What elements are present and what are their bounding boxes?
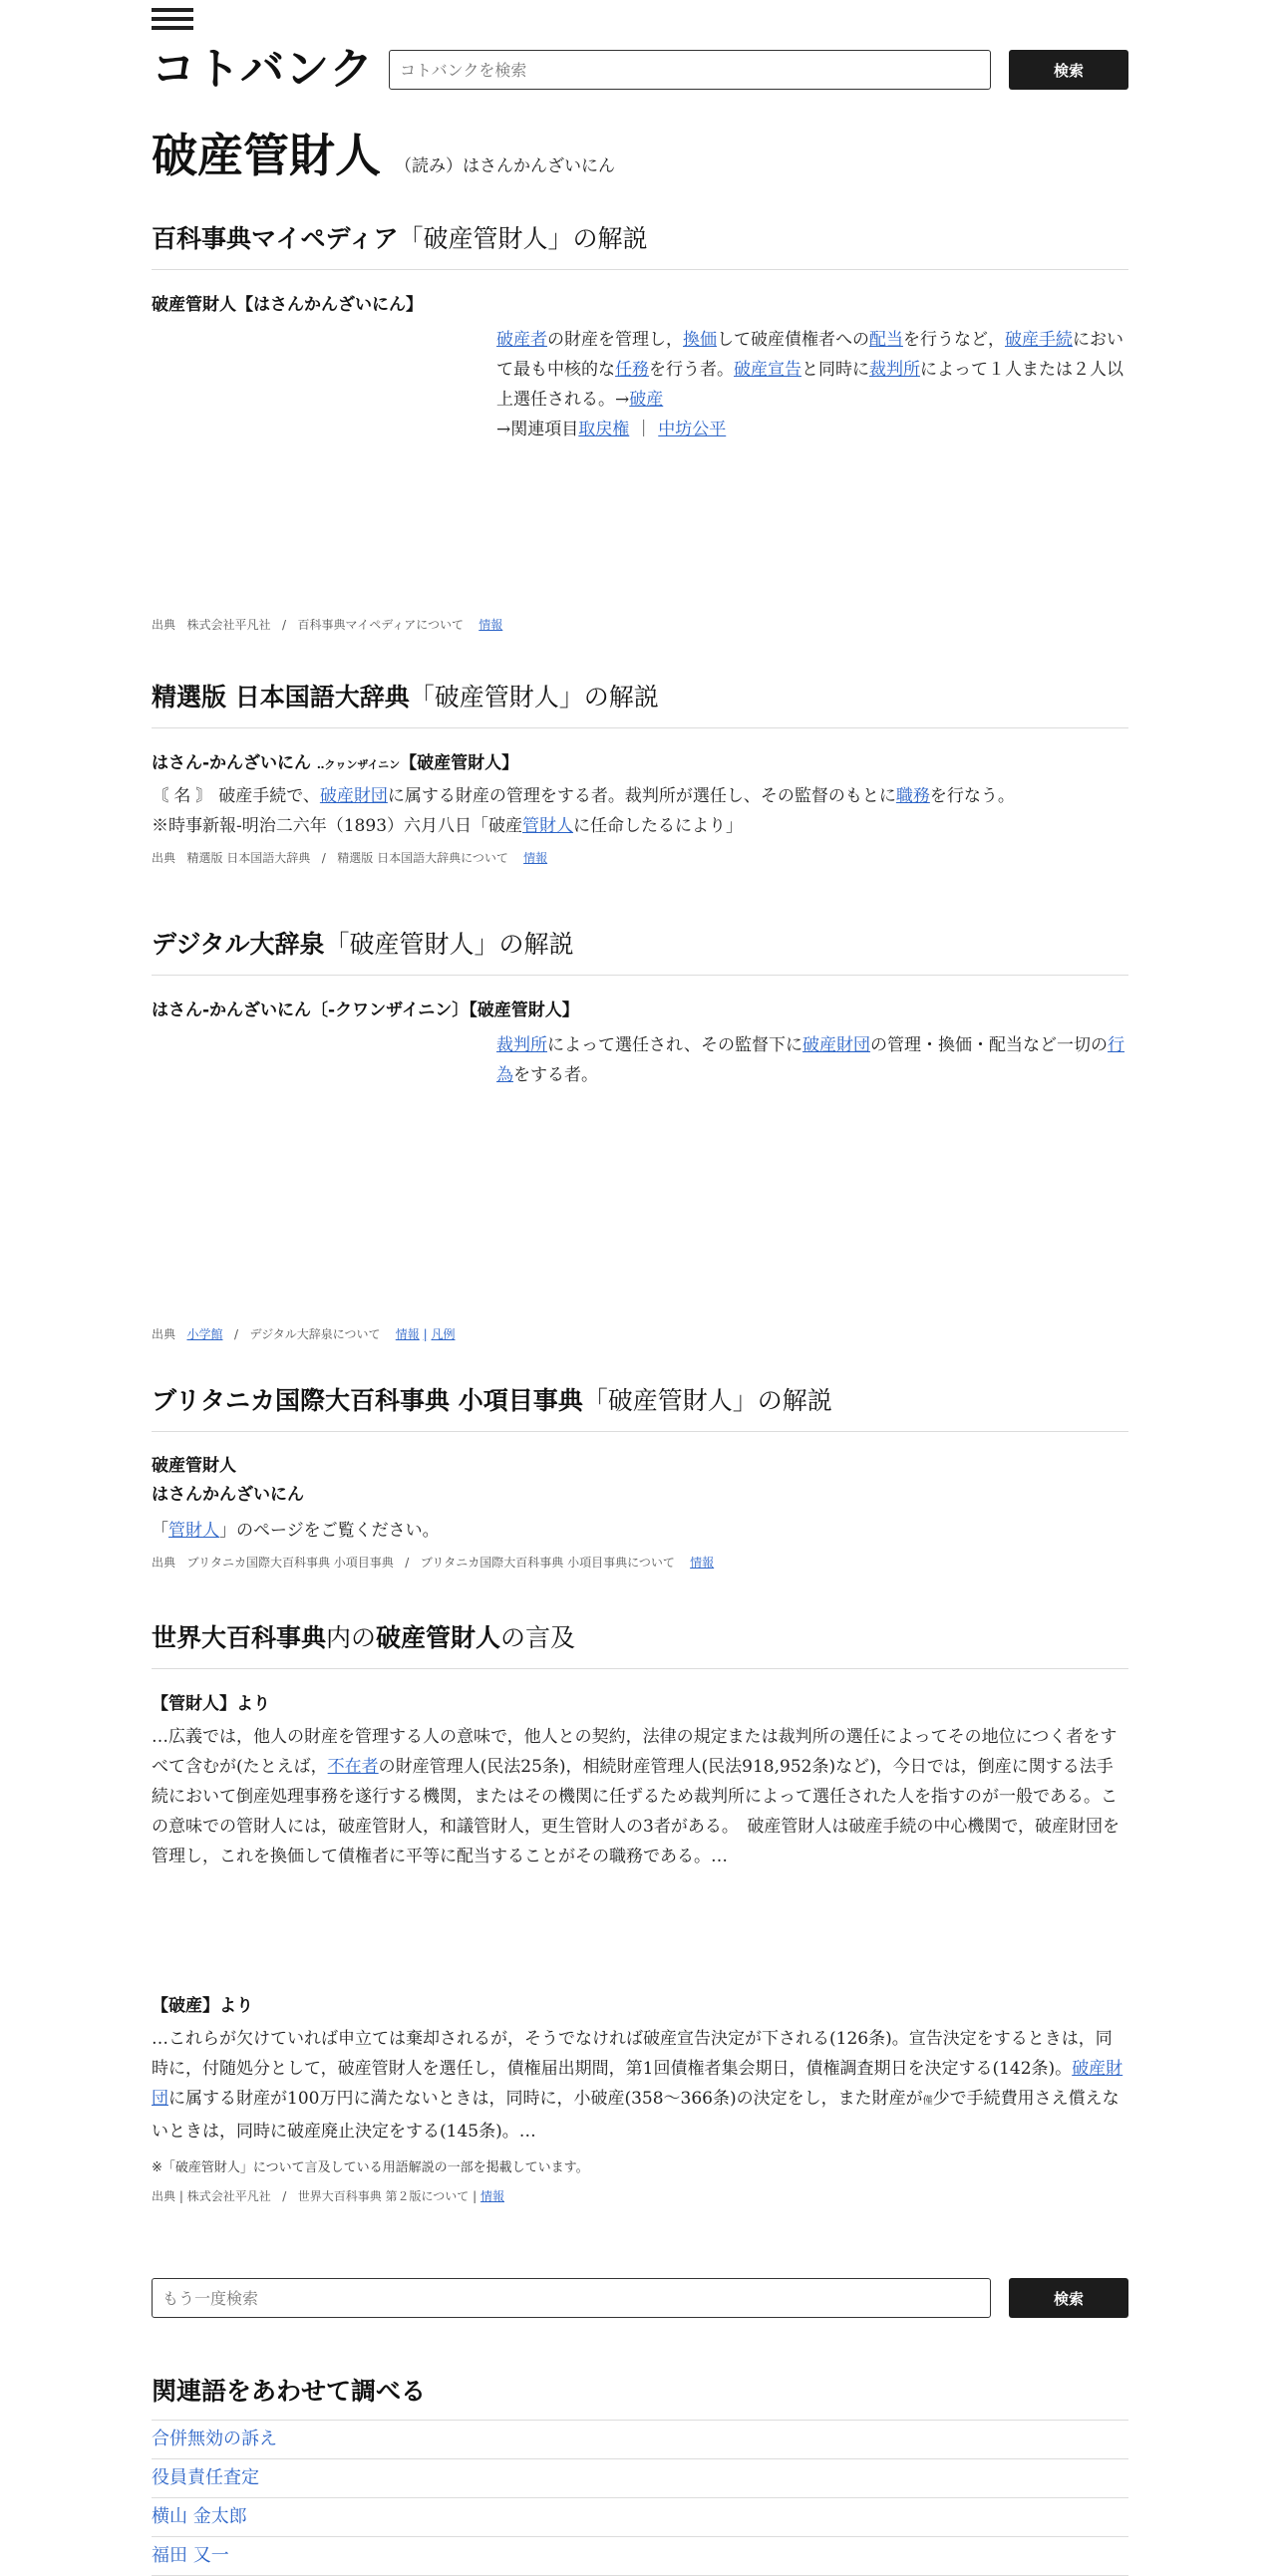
- section-daijisen: [152, 925, 1128, 1342]
- link-kanzainin[interactable]: 管財人: [168, 1521, 219, 1541]
- link-nakabo-kohei[interactable]: 中坊公平: [658, 420, 727, 439]
- reference-heading: 【管財人】より: [152, 1694, 270, 1714]
- related-title: 関連語をあわせて調べる: [152, 2372, 1128, 2421]
- entry-heading: 破産管財人【はさんかんざいにん】: [152, 295, 423, 315]
- related-link[interactable]: 福田 又一: [152, 2545, 229, 2566]
- link-hasan[interactable]: 破産: [629, 390, 664, 410]
- link-hasan-sengen[interactable]: 破産宣告: [734, 360, 801, 380]
- section-nikkoku: [152, 678, 1128, 866]
- source-line: 出典 ブリタニカ国際大百科事典 小項目事典 / ブリタニカ国際大百科事典 小項目事典について 情報: [152, 1556, 715, 1570]
- related-item: [152, 2498, 1128, 2537]
- section-title: 精選版 日本国語大辞典「破産管財人」の解説: [152, 678, 1128, 728]
- entry-heading: 破産管財人 はさんかんざいにん: [152, 1456, 304, 1505]
- link-hasansha[interactable]: 破産者: [496, 330, 547, 350]
- related-item: [152, 2421, 1128, 2459]
- related-link[interactable]: 役員責任査定: [152, 2467, 259, 2488]
- reference-heading: 【破産】より: [152, 1996, 253, 2016]
- section-title: 百科事典マイペディア「破産管財人」の解説: [152, 219, 1128, 270]
- source-line: 出典 | 株式会社平凡社 / 世界大百科事典 第２版について | 情報: [152, 2189, 504, 2203]
- entry-heading: はさん‐かんざいにん ‥クヮンザイニン【破産管財人】: [152, 753, 519, 773]
- entry-body: 裁判所によって選任され、その監督下に破産財団の管理・換価・配当など一切の行為をする者。: [496, 1035, 1125, 1085]
- info-link[interactable]: 情報: [480, 2189, 504, 2203]
- reference-body: …これらが欠けていれば申立ては棄却されるが，そうでなければ破産宣告決定が下される(126条)。宣告決定をするときは，同時に，付随処分として，破産管財人を選任し，債権届出期間，第1回債権者集会期日，債権調査期日を決定する(142条)。破産財団に属する財産が100万円に満たないときは，同時に，小破産(358～366条)の決定をし，また財産が僅少で手続費用さえ償えないときは，同時に破産廃止決定をする(145条)。…: [152, 2029, 1123, 2142]
- search-button[interactable]: 検索: [1009, 50, 1128, 90]
- term-word: 破産管財人: [152, 129, 381, 182]
- section-title: デジタル大辞泉「破産管財人」の解説: [152, 925, 1128, 976]
- section-britannica: [152, 1381, 1128, 1571]
- term-reading: （読み）はさんかんざいにん: [395, 156, 615, 176]
- section-title: 世界大百科事典内の破産管財人の言及: [152, 1618, 1128, 1669]
- search-again-button[interactable]: 検索: [1009, 2278, 1128, 2318]
- related-item: [152, 2459, 1128, 2498]
- link-hasan-tetsuzuki[interactable]: 破産手続: [1005, 330, 1073, 350]
- entry-body: 〘 名 〙 破産手続で、破産財団に属する財産の管理をする者。裁判所が選任し、その監督のもとに職務を行なう。 ※時事新報‐明治二六年（1893）六月八日「破産管財人に任命したるにより」: [152, 786, 1015, 836]
- menu-icon[interactable]: [152, 8, 193, 30]
- reference-body: …広義では，他人の財産を管理する人の意味で，他人との契約，法律の規定または裁判所の選任によってその地位につく者をすべて含むが(たとえば，不在者の財産管理人(民法25条)，相続財産管理人(民法918,952条)など)，今日では，倒産に関する法手続において倒産処理事務を遂行する機関，またはその機関に任ずるため裁判所によって選任された人を指すのが一般である。この意味での管財人には，破産管財人，和議管財人，更生管財人の3者がある。 破産管財人は破産手続の中心機関で，破産財団を管理し，これを換価して債権者に平等に配当することがその職務である。…: [152, 1727, 1120, 1866]
- link-saibansho[interactable]: 裁判所: [869, 360, 920, 380]
- search-again-input[interactable]: [152, 2278, 991, 2318]
- related-items: →関連項目取戻権 ｜ 中坊公平: [496, 420, 727, 439]
- related-words: [152, 2372, 1128, 2576]
- section-title: ブリタニカ国際大百科事典 小項目事典「破産管財人」の解説: [152, 1381, 1128, 1432]
- info-link[interactable]: 情報: [690, 1556, 715, 1570]
- entry-heading: はさん‐かんざいにん〔‐クワンザイニン〕【破産管財人】: [152, 1001, 579, 1020]
- source-line: 出典 小学館 / デジタル大辞泉について 情報 | 凡例: [152, 1327, 456, 1341]
- section-mypedia: [152, 219, 1128, 633]
- link-haito[interactable]: 配当: [869, 330, 903, 350]
- link-saibansho[interactable]: 裁判所: [496, 1035, 547, 1055]
- entry-body: 「管財人」のページをご覧ください。: [152, 1521, 440, 1541]
- link-shokumu[interactable]: 職務: [895, 786, 930, 806]
- link-hasan-zaidan[interactable]: 破産財団: [802, 1035, 871, 1055]
- link-kanka[interactable]: 換価: [683, 330, 717, 350]
- link-kanzainin[interactable]: 管財人: [522, 816, 574, 836]
- search-input[interactable]: [389, 50, 991, 90]
- source-line: 出典 株式会社平凡社 / 百科事典マイペディアについて 情報: [152, 618, 503, 632]
- link-fuzaisha[interactable]: 不在者: [327, 1757, 379, 1777]
- related-item: [152, 2537, 1128, 2576]
- page-title: [152, 120, 615, 185]
- related-link[interactable]: 合併無効の訴え: [152, 2429, 277, 2449]
- link-torimodoshiken[interactable]: 取戻権: [578, 420, 630, 439]
- link-ninmu[interactable]: 任務: [615, 360, 649, 380]
- link-hasan-zaidan[interactable]: 破産財団: [152, 2059, 1123, 2109]
- site-logo[interactable]: コトバンク: [152, 44, 375, 95]
- entry-body: 破産者の財産を管理し，換価して破産債権者への配当を行うなど，破産手続において最も中核的な任務を行う者。破産宣告と同時に裁判所によって１人または２人以上選任される。→破産 →関連項目取戻権 ｜ 中坊公平: [496, 325, 1128, 444]
- info-link[interactable]: 情報: [479, 618, 503, 632]
- section-sekai: [152, 1618, 1128, 2204]
- example-link[interactable]: 凡例: [431, 1327, 456, 1341]
- link-hasan-zaidan[interactable]: 破産財団: [319, 786, 388, 806]
- publisher-link[interactable]: 小学館: [186, 1327, 223, 1341]
- mention-note: ※「破産管財人」について言及している用語解説の一部を掲載しています。: [152, 2160, 589, 2175]
- info-link[interactable]: 情報: [523, 851, 548, 865]
- related-link[interactable]: 横山 金太郎: [152, 2506, 247, 2527]
- info-link[interactable]: 情報: [395, 1327, 420, 1341]
- link-koi[interactable]: 行為: [496, 1035, 1125, 1085]
- source-line: 出典 精選版 日本国語大辞典 / 精選版 日本国語大辞典について 情報: [152, 851, 548, 865]
